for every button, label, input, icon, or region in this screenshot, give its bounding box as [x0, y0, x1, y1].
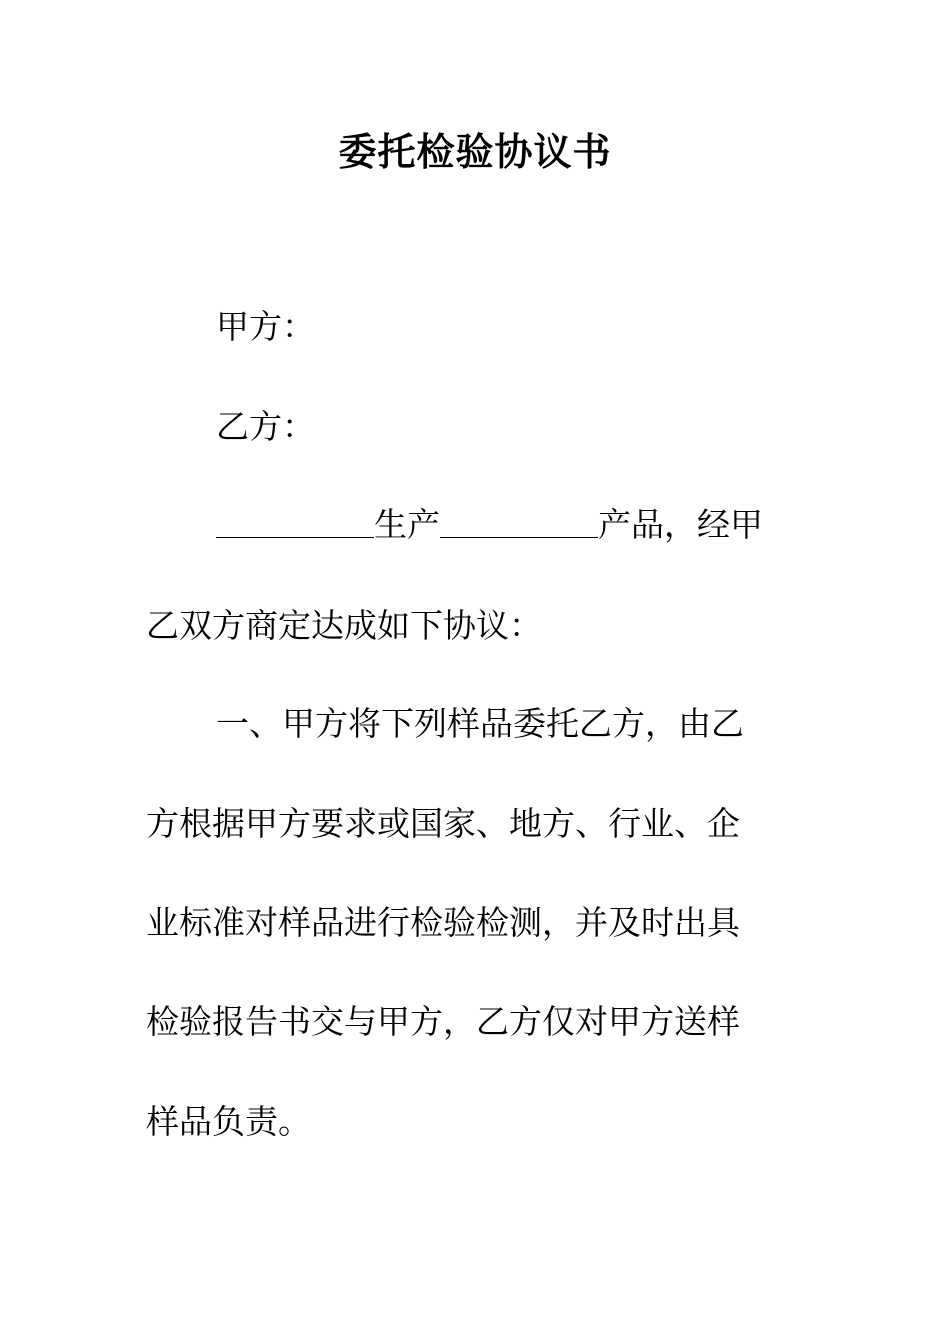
party-b-label: 乙方： — [216, 407, 315, 446]
clause1-line-4: 检验报告书交与甲方，乙方仅对甲方送样 — [146, 1002, 740, 1041]
clause1-line-1: 一、甲方将下列样品委托乙方，由乙 — [216, 704, 744, 743]
clause1-line-2: 方根据甲方要求或国家、地方、行业、企 — [146, 804, 740, 843]
product-blank — [440, 507, 598, 538]
intro-line-1 — [216, 503, 763, 547]
clause1-line-3: 业标准对样品进行检验检测，并及时出具 — [146, 903, 740, 942]
party-a-label: 甲方： — [216, 307, 315, 346]
clause1-line-5: 样品负责。 — [146, 1102, 311, 1141]
producer-blank — [216, 507, 374, 538]
intro-line-1-tail: 产品，经甲 — [598, 505, 763, 544]
document-title: 委托检验协议书 — [338, 129, 612, 174]
intro-line-2: 乙双方商定达成如下协议： — [146, 606, 542, 645]
produce-word: 生产 — [374, 505, 440, 544]
